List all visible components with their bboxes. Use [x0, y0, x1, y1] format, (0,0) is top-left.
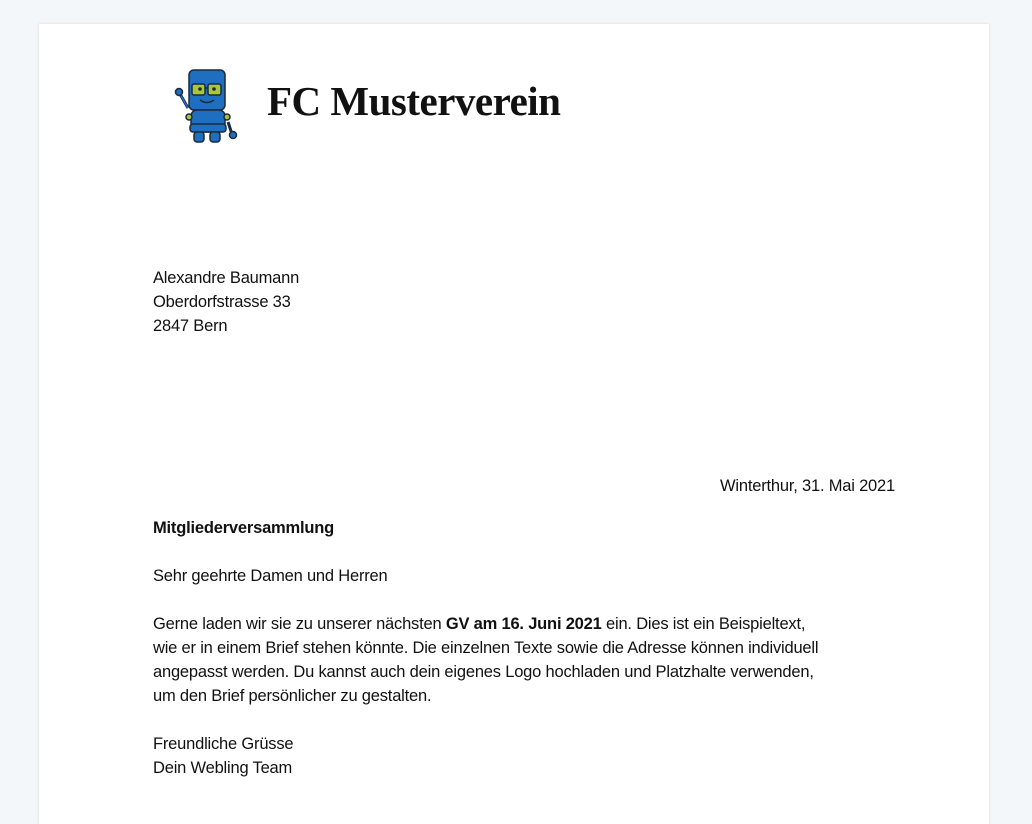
body-line-1 [153, 612, 913, 636]
recipient-name: Alexandre Baumann [153, 269, 300, 287]
body-text: Gerne laden wir sie zu unserer nächsten [153, 615, 446, 633]
letter-closing [153, 732, 293, 780]
body-text: ein. Dies ist ein Beispieltext, [601, 615, 806, 633]
letter-body [153, 612, 913, 708]
letter-greeting: Sehr geehrte Damen und Herren [153, 567, 388, 585]
club-name: FC Musterverein [267, 78, 561, 124]
closing-line-1: Freundliche Grüsse [153, 735, 294, 753]
recipient-street: Oberdorfstrasse 33 [153, 293, 291, 311]
recipient-address [153, 266, 299, 338]
letter-page [39, 24, 989, 824]
letter-subject: Mitgliederversammlung [153, 519, 335, 537]
body-line-4: um den Brief persönlicher zu gestalten. [153, 687, 432, 705]
closing-line-2: Dein Webling Team [153, 759, 293, 777]
body-highlight: GV am 16. Juni 2021 [445, 615, 602, 633]
robot-logo-icon [170, 68, 242, 146]
recipient-city: 2847 Bern [153, 317, 228, 335]
body-line-2: wie er in einem Brief stehen könnte. Die einzelnen Texte sowie die Adresse können individuell [153, 639, 819, 657]
letter-date: Winterthur, 31. Mai 2021 [720, 477, 895, 495]
body-line-3: angepasst werden. Du kannst auch dein eigenes Logo hochladen und Platzhalte verwenden, [153, 663, 814, 681]
